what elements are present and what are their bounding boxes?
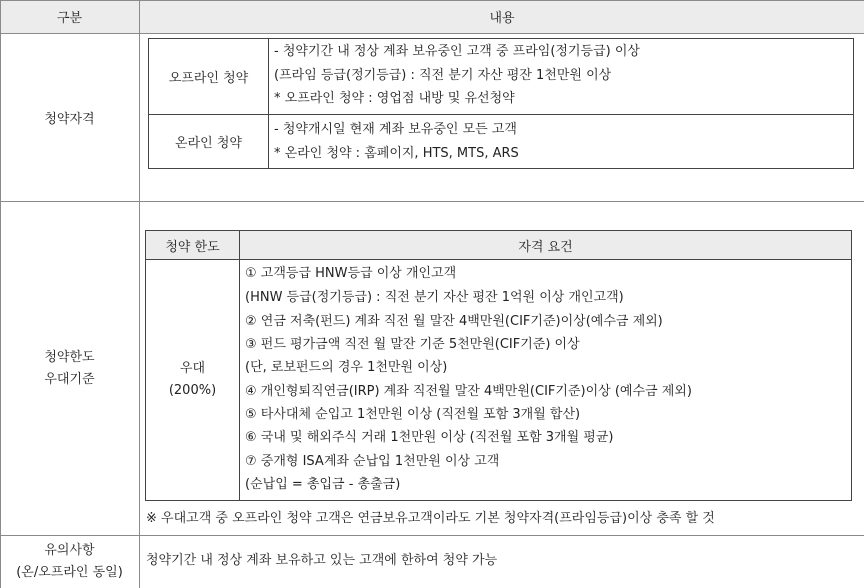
limit-label-line2: 우대기준 — [44, 371, 95, 387]
requirement-line-7: ⑤ 타사대체 순입고 1천만원 이상 (직전월 포함 3개월 합산) — [245, 407, 581, 422]
requirement-line-6: ④ 개인형퇴직연금(IRP) 계좌 직전월 말잔 4백만원(CIF기준)이상 (예수금 제외) — [245, 384, 692, 399]
limit-note: ※ 우대고객 중 오프라인 청약 고객은 연금보유고객이라도 기본 청약자격(프라임등급)이상 충족 할 것 — [146, 511, 715, 526]
limit-table-right — [851, 230, 852, 501]
requirement-line-5: (단, 로보펀드의 경우 1천만원 이상) — [245, 360, 448, 375]
limit-table-header-requirements: 자격 요건 — [518, 239, 573, 255]
limit-table-header-divider — [145, 259, 852, 260]
limit-tier — [146, 260, 239, 500]
caution-text: 청약기간 내 정상 계좌 보유하고 있는 고객에 한하여 청약 가능 — [146, 553, 498, 568]
requirement-line-10: (순납입 = 총입금 - 총출금) — [245, 477, 401, 492]
requirement-line-8: ⑥ 국내 및 해외주식 거래 1천만원 이상 (직전월 포함 3개월 평균) — [245, 430, 614, 445]
requirement-line-1: ① 고객등급 HNW등급 이상 개인고객 — [245, 266, 457, 281]
online-subscription-label: 온라인 청약 — [175, 136, 242, 151]
limit-table-divider — [239, 230, 240, 501]
offline-subscription-label: 오프라인 청약 — [168, 71, 249, 86]
caution-label-line2: (온/오프라인 동일) — [16, 565, 123, 580]
limit-table-header-amount: 청약 한도 — [165, 239, 220, 255]
requirement-line-4: ③ 펀드 평가금액 직전 월 말잔 기준 5천만원(CIF기준) 이상 — [245, 337, 580, 352]
limit-tier-percent: (200%) — [168, 383, 217, 398]
header-content: 내용 — [489, 11, 515, 26]
offline-line-1: - 청약기간 내 정상 계좌 보유중인 고객 중 프라임(정기등급) 이상 — [274, 44, 640, 59]
eligibility-table-right — [853, 38, 854, 169]
online-line-2: * 온라인 청약 : 홈페이지, HTS, MTS, ARS — [274, 146, 519, 161]
offline-line-2: (프라임 등급(정기등급) : 직전 분기 자산 평잔 1천만원 이상 — [274, 68, 612, 83]
limit-label — [0, 202, 139, 535]
header-category: 구분 — [56, 11, 83, 26]
limit-table-bottom — [145, 500, 852, 501]
eligibility-label: 청약자격 — [44, 112, 95, 127]
caution-label — [0, 536, 139, 588]
eligibility-table-divider — [268, 38, 269, 169]
requirement-line-2: (HNW 등급(정기등급) : 직전 분기 자산 평잔 1억원 이상 개인고객) — [245, 290, 624, 305]
limit-label-line1: 청약한도 — [44, 349, 95, 365]
caution-label-line1: 유의사항 — [44, 543, 95, 558]
column-divider — [139, 0, 140, 588]
online-line-1: - 청약개시일 현재 계좌 보유중인 모든 고객 — [274, 122, 517, 137]
requirement-line-9: ⑦ 중개형 ISA계좌 순납입 1천만원 이상 고객 — [245, 454, 500, 469]
limit-tier-name: 우대 — [179, 361, 206, 376]
requirement-line-3: ② 연금 저축(펀드) 계좌 직전 월 말잔 4백만원(CIF기준)이상(예수금 제외) — [245, 314, 663, 329]
eligibility-table-bottom — [148, 168, 854, 169]
offline-line-3: * 오프라인 청약 : 영업점 내방 및 유선청약 — [274, 91, 515, 106]
